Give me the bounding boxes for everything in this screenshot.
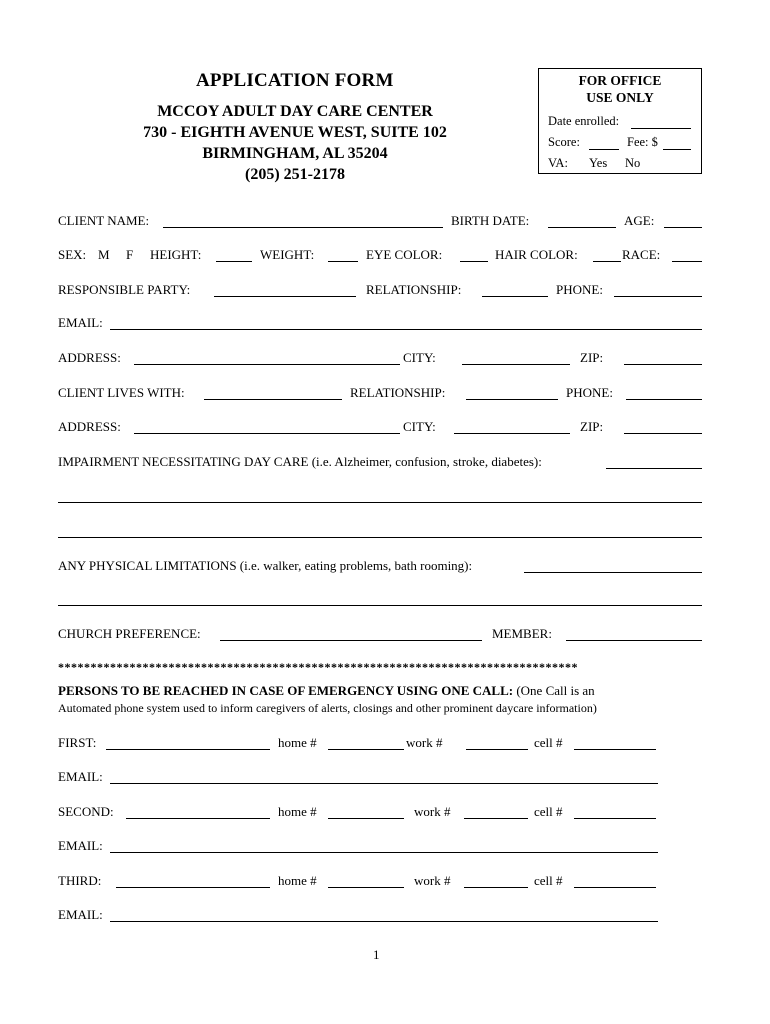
- city-2-label: CITY:: [403, 419, 436, 434]
- impairment-continuation-line-2[interactable]: [58, 536, 702, 538]
- city-2-field[interactable]: [454, 419, 570, 434]
- org-address-line2: BIRMINGHAM, AL 35204: [202, 145, 388, 162]
- first-contact-name-field[interactable]: [106, 735, 270, 750]
- third-email-field[interactable]: [110, 907, 658, 922]
- impairment-field[interactable]: [606, 454, 702, 469]
- sex-f-option[interactable]: F: [126, 247, 134, 262]
- first-cell-label: cell #: [534, 735, 563, 750]
- birth-date-label: BIRTH DATE:: [451, 213, 530, 228]
- responsible-relationship-label: RELATIONSHIP:: [366, 282, 462, 297]
- row-email: [58, 315, 708, 335]
- address-2-field[interactable]: [134, 419, 400, 434]
- zip-label: ZIP:: [580, 350, 604, 365]
- office-heading-1: FOR OFFICE: [578, 73, 662, 88]
- email-field[interactable]: [110, 315, 702, 330]
- second-contact-label: SECOND:: [58, 804, 114, 819]
- address-2-label: ADDRESS:: [58, 419, 121, 434]
- form-title: APPLICATION FORM: [196, 70, 394, 91]
- first-home-field[interactable]: [328, 735, 404, 750]
- fee-label: Fee: $: [627, 135, 658, 149]
- score-field[interactable]: [589, 135, 619, 150]
- org-phone: (205) 251-2178: [245, 166, 345, 183]
- score-label: Score:: [548, 135, 580, 149]
- second-email-label: EMAIL:: [58, 838, 103, 853]
- physical-limitations-field[interactable]: [524, 558, 702, 573]
- responsible-party-field[interactable]: [214, 282, 356, 297]
- eye-color-label: EYE COLOR:: [366, 247, 443, 262]
- second-home-field[interactable]: [328, 804, 404, 819]
- hair-color-field[interactable]: [593, 247, 621, 262]
- age-label: AGE:: [624, 213, 655, 228]
- hair-color-label: HAIR COLOR:: [495, 247, 578, 262]
- date-enrolled-field[interactable]: [631, 114, 691, 129]
- org-address-line1: 730 - EIGHTH AVENUE WEST, SUITE 102: [143, 124, 447, 141]
- physical-limitations-label: ANY PHYSICAL LIMITATIONS (i.e. walker, eating problems, bath rooming):: [58, 558, 473, 573]
- lives-with-relationship-field[interactable]: [466, 385, 558, 400]
- second-cell-label: cell #: [534, 804, 563, 819]
- one-call-note: Automated phone system used to inform caregivers of alerts, closings and other prominent daycare information): [58, 701, 597, 715]
- row-contact-third: [58, 873, 708, 893]
- church-preference-label: CHURCH PREFERENCE:: [58, 626, 201, 641]
- row-impairment: [58, 454, 708, 474]
- weight-label: WEIGHT:: [260, 247, 315, 262]
- fee-field[interactable]: [663, 135, 691, 150]
- second-email-field[interactable]: [110, 838, 658, 853]
- address-label: ADDRESS:: [58, 350, 121, 365]
- row-physical-description: [58, 247, 708, 267]
- va-yes[interactable]: Yes: [589, 156, 608, 170]
- physical-limitations-continuation-line[interactable]: [58, 604, 702, 606]
- client-name-label: CLIENT NAME:: [58, 213, 150, 228]
- row-contact-first-email: [58, 769, 708, 789]
- second-work-field[interactable]: [464, 804, 528, 819]
- row-physical-limitations: [58, 558, 708, 578]
- responsible-phone-label: PHONE:: [556, 282, 603, 297]
- third-work-field[interactable]: [464, 873, 528, 888]
- first-email-label: EMAIL:: [58, 769, 103, 784]
- first-contact-label: FIRST:: [58, 735, 97, 750]
- first-work-field[interactable]: [466, 735, 528, 750]
- office-use-box: [538, 68, 702, 174]
- row-contact-second-email: [58, 838, 708, 858]
- client-lives-with-field[interactable]: [204, 385, 342, 400]
- client-lives-with-label: CLIENT LIVES WITH:: [58, 385, 185, 400]
- third-cell-label: cell #: [534, 873, 563, 888]
- zip-2-field[interactable]: [624, 419, 702, 434]
- lives-with-phone-field[interactable]: [626, 385, 702, 400]
- third-home-label: home #: [278, 873, 317, 888]
- section-separator: ********************************************************************************: [58, 660, 578, 674]
- weight-field[interactable]: [328, 247, 358, 262]
- race-field[interactable]: [672, 247, 702, 262]
- one-call-note-start: (One Call is an: [516, 683, 595, 698]
- impairment-continuation-line-1[interactable]: [58, 501, 702, 503]
- third-contact-name-field[interactable]: [116, 873, 270, 888]
- emergency-heading: PERSONS TO BE REACHED IN CASE OF EMERGENCY USING ONE CALL:: [58, 683, 514, 698]
- impairment-label: IMPAIRMENT NECESSITATING DAY CARE (i.e. Alzheimer, confusion, stroke, diabetes):: [58, 454, 542, 469]
- address-field[interactable]: [134, 350, 400, 365]
- second-home-label: home #: [278, 804, 317, 819]
- second-cell-field[interactable]: [574, 804, 656, 819]
- va-no[interactable]: No: [625, 156, 641, 170]
- sex-m-option[interactable]: M: [98, 247, 110, 262]
- row-contact-second: [58, 804, 708, 824]
- height-field[interactable]: [216, 247, 252, 262]
- va-label: VA:: [548, 156, 568, 170]
- emergency-heading-line: [58, 683, 595, 699]
- zip-2-label: ZIP:: [580, 419, 604, 434]
- church-preference-field[interactable]: [220, 626, 482, 641]
- third-work-label: work #: [414, 873, 451, 888]
- second-contact-name-field[interactable]: [126, 804, 270, 819]
- row-address-2: [58, 419, 708, 439]
- zip-field[interactable]: [624, 350, 702, 365]
- third-home-field[interactable]: [328, 873, 404, 888]
- row-contact-third-email: [58, 907, 708, 927]
- first-work-label: work #: [406, 735, 443, 750]
- third-contact-label: THIRD:: [58, 873, 102, 888]
- date-enrolled-label: Date enrolled:: [548, 114, 620, 128]
- birth-date-field[interactable]: [548, 213, 616, 228]
- first-email-field[interactable]: [110, 769, 658, 784]
- row-client-lives-with: [58, 385, 708, 405]
- org-name: MCCOY ADULT DAY CARE CENTER: [157, 103, 433, 120]
- eye-color-field[interactable]: [460, 247, 488, 262]
- third-cell-field[interactable]: [574, 873, 656, 888]
- office-heading-2: USE ONLY: [586, 90, 654, 105]
- city-label: CITY:: [403, 350, 436, 365]
- second-work-label: work #: [414, 804, 451, 819]
- row-responsible-party: [58, 282, 708, 302]
- first-cell-field[interactable]: [574, 735, 656, 750]
- member-label: MEMBER:: [492, 626, 552, 641]
- page-number: 1: [373, 947, 380, 962]
- city-field[interactable]: [462, 350, 570, 365]
- responsible-relationship-field[interactable]: [482, 282, 548, 297]
- row-client-name: [58, 213, 708, 233]
- first-home-label: home #: [278, 735, 317, 750]
- row-address: [58, 350, 708, 370]
- member-field[interactable]: [566, 626, 702, 641]
- row-contact-first: [58, 735, 708, 755]
- client-name-field[interactable]: [163, 213, 443, 228]
- sex-label: SEX:: [58, 247, 87, 262]
- lives-with-phone-label: PHONE:: [566, 385, 613, 400]
- third-email-label: EMAIL:: [58, 907, 103, 922]
- email-label: EMAIL:: [58, 315, 103, 330]
- height-label: HEIGHT:: [150, 247, 202, 262]
- race-label: RACE:: [622, 247, 661, 262]
- responsible-party-label: RESPONSIBLE PARTY:: [58, 282, 191, 297]
- lives-with-relationship-label: RELATIONSHIP:: [350, 385, 446, 400]
- row-church-preference: [58, 626, 708, 646]
- responsible-phone-field[interactable]: [614, 282, 702, 297]
- age-field[interactable]: [664, 213, 702, 228]
